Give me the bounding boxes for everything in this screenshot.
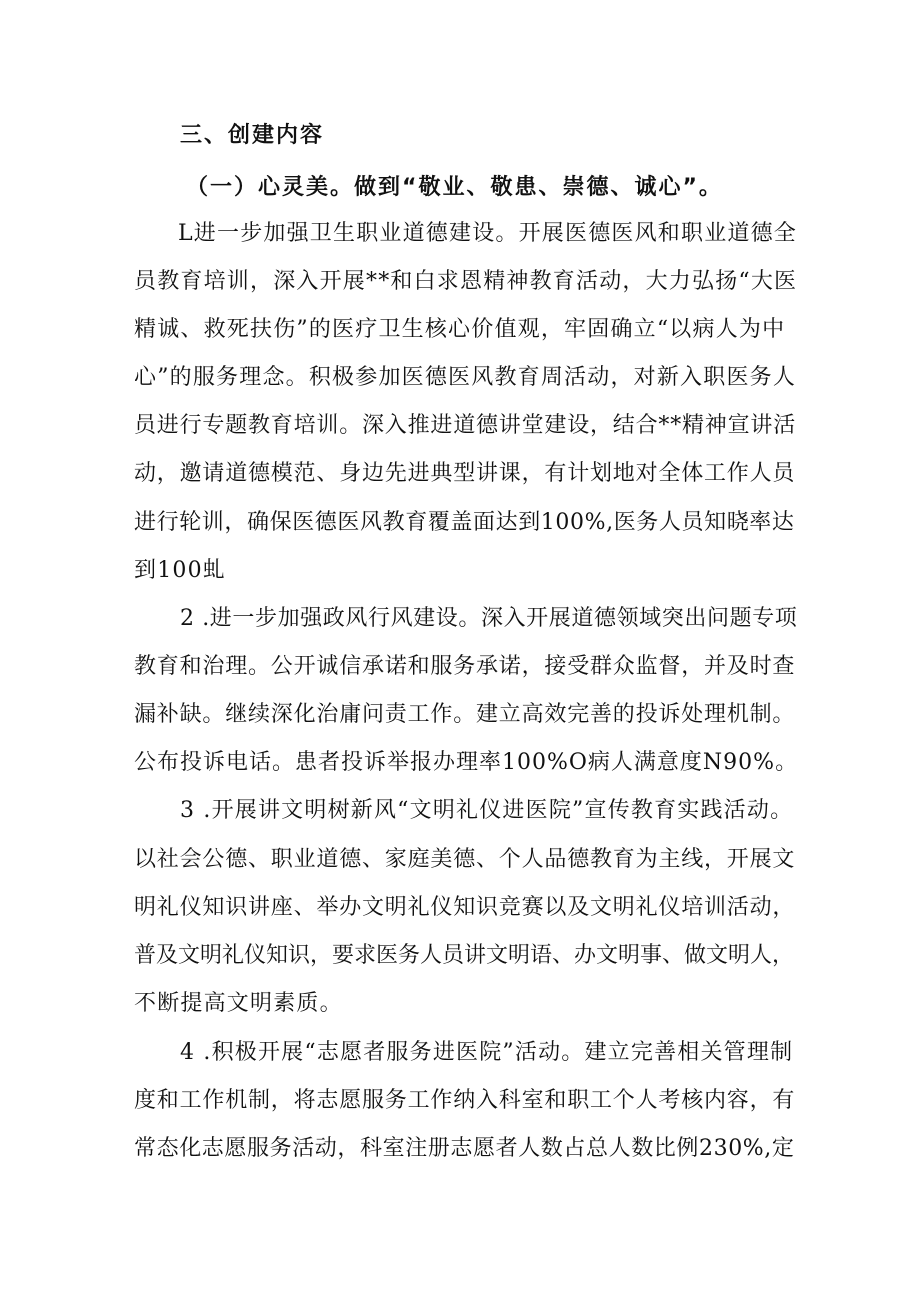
section-heading: 三、创建内容: [180, 123, 325, 148]
paragraph-line: 到100虬: [134, 558, 226, 583]
paragraph-line: 员教育培训，深入开展**和白求恩精神教育活动，大力弘扬“大医: [134, 269, 798, 294]
sub-heading: （一）心灵美。做到“敬业、敬患、崇德、诚心”。: [186, 175, 723, 200]
paragraph-line: 4 .积极开展“志愿者服务进医院”活动。建立完善相关管理制: [180, 1040, 794, 1065]
paragraph-line: 动，邀请道德模范、身边先进典型讲课，有计划地对全体工作人员: [134, 461, 796, 486]
paragraph-line: 普及文明礼仪知识，要求医务人员讲文明语、办文明事、做文明人，: [134, 943, 795, 968]
paragraph-line: 心”的服务理念。积极参加医德医风教育周活动，对新入职医务人: [134, 365, 797, 390]
paragraph-line: 3 .开展讲文明树新风“文明礼仪进医院”宣传教育实践活动。: [180, 798, 794, 823]
paragraph-line: 教育和治理。公开诚信承诺和服务承诺，接受群众监督，并及时查: [134, 654, 796, 679]
paragraph-line: 明礼仪知识讲座、举办文明礼仪知识竞赛以及文明礼仪培训活动，: [134, 895, 796, 920]
paragraph-line: 2 .进一步加强政风行风建设。深入开展道德领域突出问题专项: [180, 606, 798, 631]
paragraph-line: 公布投诉电话。患者投诉举报办理率100%O病人满意度N90%。: [134, 750, 799, 775]
paragraph-line: 度和工作机制，将志愿服务工作纳入科室和职工个人考核内容，有: [134, 1088, 796, 1113]
paragraph-line: 漏补缺。继续深化治庸问责工作。建立高效完善的投诉处理机制。: [134, 702, 796, 727]
paragraph-line: 常态化志愿服务活动，科室注册志愿者人数占总人数比例230%,定: [134, 1136, 795, 1161]
paragraph-line: 员进行专题教育培训。深入推进道德讲堂建设，结合**精神宣讲活: [134, 413, 797, 438]
paragraph-line: 进行轮训，确保医德医风教育覆盖面达到100%,医务人员知晓率达: [134, 510, 795, 535]
paragraph-line: L进一步加强卫生职业道德建设。开展医德医风和职业道德全: [178, 221, 798, 246]
paragraph-line: 精诚、救死扶伤”的医疗卫生核心价值观，牢固确立“以病人为中: [134, 317, 786, 342]
paragraph-line: 不断提高文明素质。: [134, 991, 343, 1016]
paragraph-line: 以社会公德、职业道德、家庭美德、个人品德教育为主线，开展文: [134, 847, 796, 872]
